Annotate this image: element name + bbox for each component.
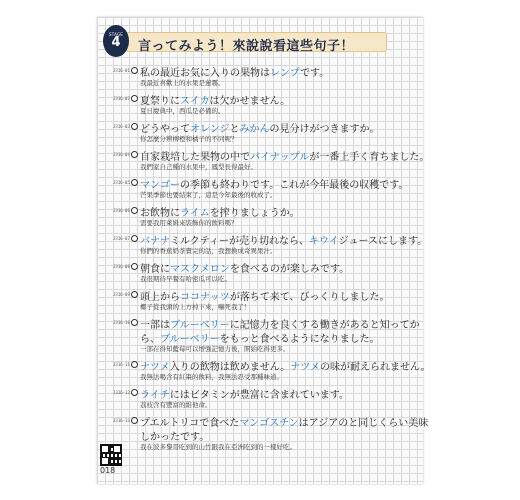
- sentence-text: ジュースにします。: [338, 236, 428, 247]
- sentence-entry: [113, 260, 413, 285]
- japanese-line: [113, 232, 428, 247]
- chinese-translation: 我很期待早餐有哈密瓜可以吃。: [140, 275, 231, 283]
- japanese-line: [113, 358, 431, 373]
- chinese-line: [113, 372, 413, 383]
- fruit-word: ライム: [180, 208, 210, 219]
- chinese-line: [113, 106, 413, 117]
- sentence-text: 自家栽培した果物の中で: [140, 152, 250, 163]
- chinese-translation: 一部在得知藍莓可以增強記憶力後，開始吃得更多。: [140, 345, 290, 353]
- sentence-text: を食べるのが楽しみです。: [229, 264, 350, 275]
- stage-badge: [103, 25, 129, 57]
- section-title: 言ってみよう！來說說看這些句子！: [138, 39, 355, 54]
- sentence-text: が落ちて来て、びっくりしました。: [229, 292, 390, 303]
- qr-finder-icon: [113, 445, 121, 453]
- sentence-text: どうやって: [140, 124, 190, 135]
- bullet-icon: [131, 319, 138, 326]
- bullet-icon: [131, 417, 138, 424]
- japanese-sentence: [140, 260, 349, 275]
- japanese-sentence: [140, 288, 390, 303]
- fruit-word: ナツメ: [290, 362, 321, 373]
- chinese-translation: 芒果季節也要結束了，這是今年最後的收成了。: [140, 191, 277, 199]
- japanese-line: [113, 288, 413, 302]
- chinese-translation: 夏日慶典中，西瓜是必備的。: [140, 107, 225, 115]
- fruit-word: ナツメ: [140, 362, 170, 373]
- chinese-translation: 椰子從我頭的上方掉下來，嚇死我了！: [140, 303, 251, 311]
- sentence-text: 私の最近お気に入りの果物は: [140, 68, 270, 79]
- sentence-text: をもっと食べるようになりました。: [219, 334, 380, 345]
- sentence-entry: [113, 414, 429, 453]
- bullet-icon: [131, 179, 138, 186]
- qr-finder-icon: [101, 457, 109, 465]
- chinese-line: [113, 344, 413, 355]
- fruit-word: マスクメロン: [170, 264, 230, 275]
- japanese-line: [113, 148, 430, 163]
- chinese-line: [113, 190, 413, 201]
- track-number[interactable]: J316-01: [113, 68, 130, 73]
- chinese-translation: 你怎麼分辨柳橙和橘子的不同呢？: [140, 135, 238, 143]
- chinese-translation: 我最近喜歡上的水果是蓮霧。: [140, 79, 225, 87]
- chinese-line: [113, 400, 413, 411]
- japanese-sentence: [140, 414, 428, 429]
- sentence-text: は欠かせません。: [209, 96, 291, 107]
- track-number[interactable]: J316-10: [113, 320, 130, 325]
- title-banner: [125, 32, 387, 52]
- sentence-text: 朝食に: [140, 264, 170, 275]
- japanese-line: [113, 176, 413, 190]
- fruit-word: キウイ: [309, 236, 339, 247]
- japanese-line: [113, 64, 413, 78]
- chinese-translation: 我們家自己種的水果中，鳳梨長得最好。: [140, 163, 257, 171]
- sentence-text: 夏祭りに: [140, 96, 180, 107]
- chinese-translation: 我無法喝含有紅棗的飲料，我無法忍受那種味道。: [140, 373, 283, 381]
- japanese-line: [113, 120, 413, 134]
- chinese-line: [113, 78, 413, 89]
- japanese-sentence: [140, 176, 408, 191]
- japanese-line: [113, 386, 413, 400]
- sentence-text: お飲物に: [140, 208, 180, 219]
- fruit-word: パイナップル: [250, 152, 310, 163]
- workbook-page: [97, 17, 431, 484]
- japanese-sentence: [140, 64, 329, 79]
- japanese-sentence-continued: [140, 330, 380, 345]
- track-number[interactable]: J316-11: [113, 362, 130, 367]
- sentence-entry: [113, 316, 420, 355]
- qr-finder-icon: [101, 445, 109, 453]
- sentence-entry: [113, 92, 413, 117]
- sentence-text: を搾りましょうか。: [209, 208, 300, 219]
- track-number[interactable]: J316-03: [113, 124, 130, 129]
- sentence-text: に記憶力を良くする働きがあると知ってか: [229, 320, 420, 331]
- bullet-icon: [131, 67, 138, 74]
- track-number[interactable]: J316-09: [113, 292, 130, 297]
- sentence-text: ミルクティーが売り切れなら、: [170, 236, 309, 247]
- fruit-word: ブルーベリー: [170, 320, 230, 331]
- sentence-entry: [113, 64, 413, 89]
- fruit-word: ココナッツ: [180, 292, 230, 303]
- fruit-word: マンゴスチン: [239, 418, 299, 429]
- sentence-text: にはビタミンが豊富に含まれています。: [169, 390, 349, 401]
- japanese-sentence: [140, 92, 290, 107]
- sentence-text: 頭上から: [140, 292, 180, 303]
- japanese-line: [113, 92, 413, 106]
- stage-label: STAGE: [109, 32, 123, 37]
- qr-code-icon[interactable]: [100, 444, 122, 466]
- japanese-line: [113, 260, 413, 274]
- fruit-word: ブルーベリー: [160, 334, 220, 345]
- bullet-icon: [131, 95, 138, 102]
- japanese-line: [113, 204, 413, 218]
- sentence-entry: [113, 288, 413, 313]
- japanese-line-continued: [113, 330, 413, 344]
- chinese-line: [113, 302, 413, 313]
- fruit-word: スイカ: [180, 96, 210, 107]
- chinese-translation: 荔枝含有豐富的維他命。: [140, 401, 212, 409]
- fruit-word: バナナ: [140, 236, 170, 247]
- bullet-icon: [131, 235, 138, 242]
- sentence-text: しかったです。: [140, 432, 210, 443]
- track-number[interactable]: J316-13: [113, 418, 130, 423]
- bullet-icon: [131, 361, 138, 368]
- japanese-sentence: [140, 358, 431, 373]
- track-number[interactable]: J316-05: [113, 180, 130, 185]
- sentence-entry: [113, 232, 428, 257]
- fruit-word: ライチ: [140, 390, 170, 401]
- chinese-translation: 需要我用萊姆來裝飾你的飲料嗎？: [140, 219, 238, 227]
- chinese-line: [113, 162, 413, 173]
- bullet-icon: [131, 123, 138, 130]
- fruit-word: みかん: [239, 124, 270, 135]
- sentence-text: 一部は: [140, 320, 170, 331]
- bullet-icon: [131, 291, 138, 298]
- japanese-sentence: [140, 148, 429, 163]
- sentence-text: プエルトリコで食べた: [140, 418, 240, 429]
- section-header: [103, 31, 387, 53]
- sentence-text: です。: [300, 68, 330, 79]
- sentence-text: の味が耐えられません。: [320, 362, 431, 373]
- japanese-sentence: [140, 316, 420, 331]
- page-number: 018: [100, 466, 116, 475]
- chinese-line: [113, 134, 413, 145]
- sentence-text: が一番上手く育ちました。: [309, 152, 430, 163]
- japanese-line: [113, 414, 429, 429]
- track-number[interactable]: J316-06: [113, 208, 130, 213]
- track-number[interactable]: J316-08: [113, 264, 130, 269]
- sentence-entry: [113, 120, 413, 145]
- fruit-word: オレンジ: [190, 124, 230, 135]
- japanese-line-continued: [113, 428, 413, 442]
- sentence-entry: [113, 386, 413, 411]
- chinese-line: [113, 218, 413, 229]
- fruit-word: レンプ: [270, 68, 301, 79]
- sentence-entry: [113, 204, 413, 229]
- sentence-entry: [113, 176, 413, 201]
- chinese-line: [113, 246, 413, 257]
- sentence-text: はアジアのと同じくらい美味: [298, 418, 429, 429]
- sentence-text: と: [229, 124, 240, 135]
- bullet-icon: [131, 389, 138, 396]
- chinese-translation: 你們的香蕉奶茶賣完的話，我想換成奇異果汁。: [140, 247, 277, 255]
- japanese-sentence: [140, 232, 427, 247]
- stage-number: 4: [111, 35, 121, 50]
- sentence-entry: [113, 358, 431, 383]
- bullet-icon: [131, 263, 138, 270]
- japanese-sentence: [140, 204, 300, 219]
- sentence-text: の季節も終わりです。これが今年最後の収穫です。: [180, 180, 409, 191]
- track-number[interactable]: J316-07: [113, 236, 130, 241]
- japanese-line: [113, 316, 420, 331]
- fruit-word: マンゴー: [140, 180, 180, 191]
- sentence-text: ら、: [140, 334, 160, 345]
- track-number[interactable]: J316-12: [113, 390, 130, 395]
- bullet-icon: [131, 151, 138, 158]
- track-number[interactable]: J316-02: [113, 96, 130, 101]
- sentence-entry: [113, 148, 430, 173]
- chinese-line: [113, 442, 413, 453]
- track-number[interactable]: J316-04: [113, 152, 130, 157]
- japanese-sentence: [140, 386, 349, 401]
- japanese-sentence-continued: [140, 428, 209, 443]
- chinese-translation: 我在波多黎哥吃到的山竹跟我在亞洲吃到的一樣好吃。: [140, 443, 296, 451]
- chinese-line: [113, 274, 413, 285]
- japanese-sentence: [140, 120, 380, 135]
- bullet-icon: [131, 207, 138, 214]
- sentence-text: 入りの飲物は飲めません。: [169, 362, 291, 373]
- sentence-text: の見分けがつきますか。: [269, 124, 380, 135]
